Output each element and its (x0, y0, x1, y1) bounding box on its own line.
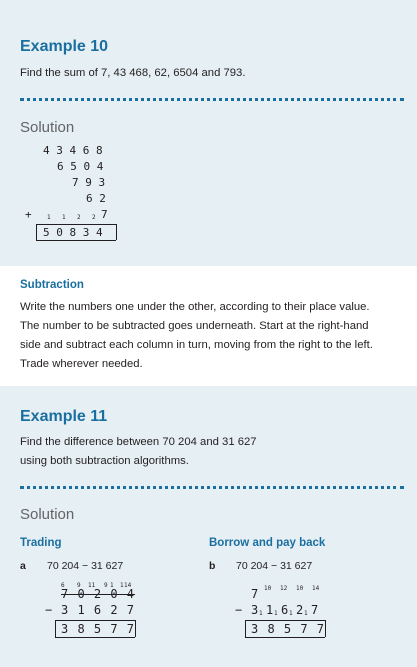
carry-digit: 2 (77, 214, 81, 221)
borrow-mark: 6 (61, 582, 65, 589)
subtraction-text-line: The number to be subtracted goes underneath. Start at the right-hand (20, 320, 369, 332)
borrow-heading: Borrow and pay back (209, 537, 326, 549)
addend-row: 4 3 4 6 8 (43, 144, 103, 157)
answer-box-left (36, 224, 37, 240)
answer-box-right (135, 620, 136, 637)
borrow-mark: 1 (110, 582, 114, 589)
addend-row: 6 2 (86, 192, 106, 205)
borrow-bottom-digit: 6 (281, 603, 289, 617)
addend-row: 7 9 3 (72, 176, 106, 189)
trading-answer: 3 8 5 7 7 (61, 622, 136, 636)
borrow-top-digit: 12 (280, 585, 288, 592)
borrow-mark: 9 (104, 582, 108, 589)
dotted-divider (20, 486, 404, 489)
borrow-top-digit: 10 (296, 585, 304, 592)
carry-digit: 1 (47, 214, 51, 221)
example-11-title: Example 11 (20, 408, 108, 425)
subtraction-heading: Subtraction (20, 279, 84, 291)
trading-heading: Trading (20, 537, 62, 549)
solution-title: Solution (20, 506, 75, 523)
example-10-question: Find the sum of 7, 43 468, 62, 6504 and 793. (20, 67, 246, 79)
addend-row: 6 5 0 4 (57, 160, 104, 173)
payback-mark: 1 (304, 610, 308, 617)
borrow-bottom-digit: 1 (266, 603, 274, 617)
borrow-bottom-digit: 2 (296, 603, 304, 617)
borrow-rule-top (245, 620, 325, 621)
minus-sign: − (45, 603, 53, 617)
example-11-question-line: Find the difference between 70 204 and 31 627 (20, 436, 257, 448)
answer-box-left (245, 620, 246, 637)
borrow-mark: 9 (77, 582, 81, 589)
borrow-bottom-digit: 3 (251, 603, 259, 617)
plus-sign: + (25, 208, 32, 221)
borrow-answer: 3 8 5 7 7 (251, 622, 326, 636)
borrow-rule-bottom (245, 637, 325, 638)
part-a-label: a (20, 560, 26, 572)
trading-bottom-number: 3 1 6 2 7 (61, 603, 136, 617)
trading-problem: 70 204 − 31 627 (47, 560, 124, 572)
payback-mark: 1 (259, 610, 263, 617)
trading-rule-bottom (55, 637, 135, 638)
part-b-label: b (209, 560, 216, 572)
borrow-bottom-digit: 7 (311, 603, 319, 617)
sum-rule-top (36, 224, 116, 225)
borrow-top-digit: 7 (251, 587, 259, 601)
borrow-top-digit: 10 (264, 585, 272, 592)
subtraction-text-line: Write the numbers one under the other, according to their place value. (20, 301, 370, 313)
borrow-mark: 1 (120, 582, 124, 589)
solution-title: Solution (20, 119, 75, 136)
answer-box-right (116, 224, 117, 240)
borrow-problem: 70 204 − 31 627 (236, 560, 313, 572)
addend-row: 7 (101, 208, 108, 221)
payback-mark: 1 (274, 610, 278, 617)
payback-mark: 1 (289, 610, 293, 617)
sum-rule-bottom (36, 240, 116, 241)
borrow-top-digit: 14 (312, 585, 320, 592)
carry-digit: 2 (92, 214, 96, 221)
example-10-title: Example 10 (20, 38, 109, 55)
sum-answer: 5 0 8 3 4 (43, 226, 103, 239)
dotted-divider (20, 98, 404, 101)
answer-box-left (55, 620, 56, 637)
borrow-mark: 14 (124, 582, 132, 589)
carry-digit: 1 (62, 214, 66, 221)
trading-top-number: 7 0 2 0 4 (61, 587, 136, 601)
subtraction-text-line: side and subtract each column in turn, moving from the right to the left. (20, 339, 373, 351)
subtraction-text-line: Trade wherever needed. (20, 358, 143, 370)
minus-sign: − (235, 603, 243, 617)
borrow-mark: 11 (88, 582, 96, 589)
example-11-question-line: using both subtraction algorithms. (20, 455, 189, 467)
trading-rule-top (55, 620, 135, 621)
answer-box-right (325, 620, 326, 637)
